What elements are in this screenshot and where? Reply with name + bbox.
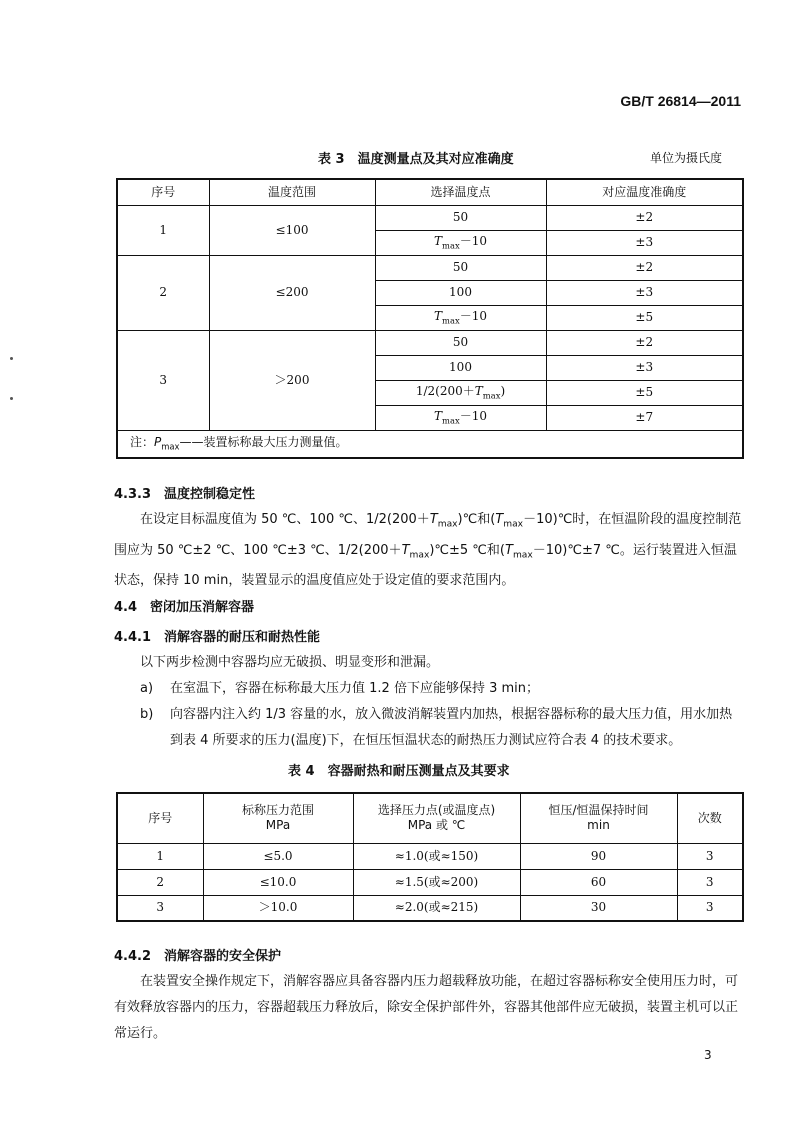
- header-unit: min: [587, 818, 610, 833]
- table-cell: ≈2.0(或≈215): [353, 895, 520, 921]
- header-line: 次数: [697, 810, 722, 825]
- table-cell: ≤100: [209, 205, 375, 255]
- table-cell: $T_{max}-10$: [375, 230, 546, 255]
- section-heading-4-3-3: 4.3.3 温度控制稳定性: [114, 487, 256, 502]
- list-marker: b): [140, 707, 154, 722]
- scan-speck: [10, 397, 13, 400]
- table-cell: 3: [677, 843, 743, 869]
- header-line: 标称压力范围: [241, 803, 314, 818]
- table3-note: 注：$P_{max}——$装置标称最大压力测量值。: [117, 430, 743, 458]
- section-heading-4-4-1: 4.4.1 消解容器的耐压和耐热性能: [114, 630, 321, 645]
- table3-unit: 单位为摄氏度: [650, 151, 723, 165]
- table-cell: ±2: [546, 255, 743, 280]
- table-cell: 100: [375, 355, 546, 380]
- table-row: [117, 869, 743, 895]
- table-cell: 3: [677, 869, 743, 895]
- section-heading-4-4-2: 4.4.2 消解容器的安全保护: [114, 949, 282, 964]
- header-unit: MPa 或 ℃: [407, 818, 466, 833]
- table3-header-range: 温度范围: [209, 179, 375, 205]
- table-cell: ±3: [546, 355, 743, 380]
- header-line: 序号: [148, 810, 173, 825]
- table-cell: 30: [520, 895, 677, 921]
- table-cell: ＞10.0: [203, 895, 353, 921]
- header-line: 选择压力点(或温度点): [377, 803, 496, 818]
- table4-header-point: [353, 793, 520, 843]
- list-marker: a): [140, 681, 154, 696]
- table-cell: 1: [117, 205, 209, 255]
- table-cell: 3: [677, 895, 743, 921]
- table-cell: ≤200: [209, 255, 375, 330]
- table-cell: ≤10.0: [203, 869, 353, 895]
- table-cell: 2: [117, 869, 203, 895]
- table-cell: ±7: [546, 405, 743, 430]
- table-row: [117, 895, 743, 921]
- table-cell: 3: [117, 330, 209, 430]
- table-cell: $1/2(200+T_{max})$: [375, 380, 546, 405]
- table3-header-no: 序号: [117, 179, 209, 205]
- table-cell: ≈1.5(或≈200): [353, 869, 520, 895]
- table3: [116, 178, 744, 459]
- table-cell: 50: [375, 205, 546, 230]
- section-4-3-3-text: 在设定目标温度值为 50 ℃、100 ℃、$1/2(200+T_{max})℃$和$(T_{max}-10)℃$时，在恒温阶段的温度控制范围应为 50 ℃±2 ℃、100 ℃±3 ℃、$1/2(200+T_{max})℃\pm 5$ ℃和$(T_{max}-10)℃\pm 7$ ℃。运行装置进入恒温状态，保持 10 min，装置显示的温度值应处于设定值的要求范围内。: [114, 512, 742, 589]
- scan-speck: [10, 357, 13, 360]
- list-item: [114, 676, 742, 702]
- header-line: 恒压/恒温保持时间: [548, 803, 649, 818]
- table-cell: 1: [117, 843, 203, 869]
- table-cell: 90: [520, 843, 677, 869]
- table-cell: ±3: [546, 280, 743, 305]
- header-unit: MPa: [265, 818, 291, 833]
- table-cell: 60: [520, 869, 677, 895]
- table-cell: ≤5.0: [203, 843, 353, 869]
- section-4-4-1-body: [114, 650, 742, 754]
- table-cell: ±3: [546, 230, 743, 255]
- table-cell: 2: [117, 255, 209, 330]
- table4-caption: 表 4 容器耐热和耐压测量点及其要求: [288, 764, 510, 779]
- table-cell: 50: [375, 255, 546, 280]
- table-cell: 3: [117, 895, 203, 921]
- table3-header-point: 选择温度点: [375, 179, 546, 205]
- section-4-4-2-text: 在装置安全操作规定下，消解容器应具备容器内压力超载释放功能，在超过容器标称安全使用压力时，可有效释放容器内的压力，容器超载压力释放后，除安全保护部件外，容器其他部件应无破损，装置主机可以正常运行。: [114, 974, 739, 1041]
- table4-header-no: [117, 793, 203, 843]
- standard-number: GB/T 26814—2011: [620, 93, 741, 109]
- list-item: [114, 702, 742, 754]
- table-cell: $T_{max}-10$: [375, 305, 546, 330]
- table-cell: 100: [375, 280, 546, 305]
- table-cell: 50: [375, 330, 546, 355]
- table-cell: ±5: [546, 305, 743, 330]
- table4-header-count: [677, 793, 743, 843]
- table3-caption: 表 3 温度测量点及其对应准确度: [318, 152, 514, 167]
- table4-header-time: [520, 793, 677, 843]
- section-heading-4-4: 4.4 密闭加压消解容器: [114, 600, 255, 615]
- table-cell: ＞200: [209, 330, 375, 430]
- table4-header-range: [203, 793, 353, 843]
- page-number: 3: [704, 1048, 712, 1062]
- table-row: [117, 843, 743, 869]
- list-text: 向容器内注入约 1/3 容量的水，放入微波消解装置内加热，根据容器标称的最大压力值，用水加热到表 4 所要求的压力(温度)下，在恒压恒温状态的耐热压力测试应符合表 4 的技术要求。: [170, 707, 733, 748]
- table4: [116, 792, 744, 922]
- section-4-4-1-intro: 以下两步检测中容器均应无破损、明显变形和泄漏。: [140, 655, 440, 670]
- table-cell: ±2: [546, 330, 743, 355]
- table-cell: ±2: [546, 205, 743, 230]
- list-text: 在室温下，容器在标称最大压力值 1.2 倍下应能够保持 3 min；: [170, 681, 539, 696]
- table3-header-accuracy: 对应温度准确度: [546, 179, 743, 205]
- table-cell: ±5: [546, 380, 743, 405]
- table-cell: ≈1.0(或≈150): [353, 843, 520, 869]
- table-cell: $T_{max}-10$: [375, 405, 546, 430]
